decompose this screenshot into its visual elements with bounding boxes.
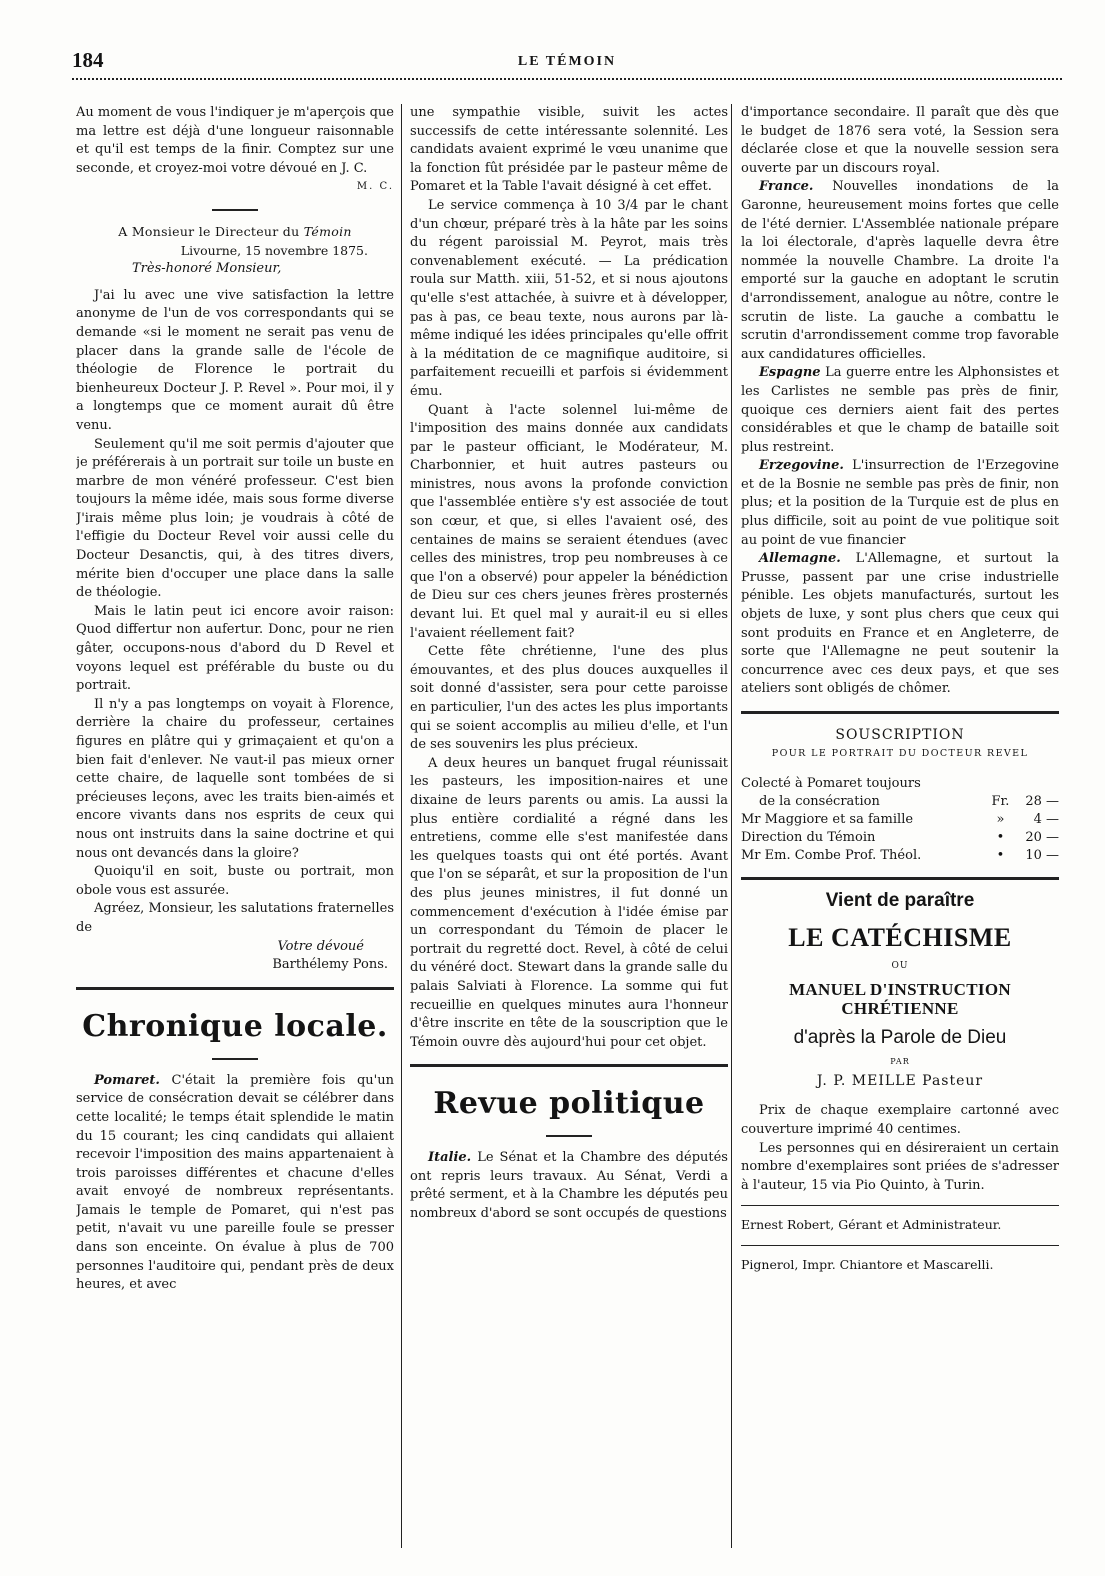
ad-or: OU — [891, 960, 909, 971]
letter-signer: Barthélemy Pons. — [272, 957, 388, 973]
subscription-mark: Fr. — [991, 794, 1010, 810]
paragraph: Quoiqu'il en soit, buste ou portrait, mon obole vous est assurée. — [76, 864, 394, 898]
subscription-mark: • — [996, 848, 1005, 864]
subscription-row — [741, 847, 1059, 865]
paragraph: Cette fête chrétienne, l'une des plus émouvantes, et des plus douces auxquelles il soit donné d'assister, sera pour cette paroisse en particulier, l'un des actes les plus importants qui se soient accomplis au milieu d'elle, et l'un de ses souvenirs les plus précieux. — [410, 644, 728, 753]
paragraph: Mais le latin peut ici encore avoir raison: Quod differtur non aufertur. Donc, pour ne rien gâter, occupons-nous d'abord du D Revel et voyons lequel est préférable du buste ou du portrait. — [76, 603, 394, 694]
section-rule — [741, 877, 1059, 880]
paragraph: Seulement qu'il me soit permis d'ajouter que je préférerais à un portrait sur toile un buste en marbre de mon vénéré professeur. C'est bien toujours la même idée, mais sous forme diverse J'irais même plus loin; je voudrais à côté de l'effigie du Docteur Revel voir aussi celle du Docteur Desanctis, qui, à des titres divers, mérite bien d'occuper une place dans la salle de théologie. — [76, 436, 394, 601]
news-item-pomaret: Pomaret. C'était la première fois qu'un service de consécration devait se célébrer dans cette localité; le temps était splendide le matin du 15 courant; les cinq candidats qui allaient recevoir l'imposition des mains appartenaient à trois paroisses différentes et chacune d'elles avait envoyé de nombreux représentants. Jamais le temple de Pomaret, qui n'est pas petit, n'avait vu une pareille foule se presser dans son enceinte. On évalue à plus de 700 personnes l'auditoire qui, pendant près de deux heures, et avec — [76, 1072, 394, 1293]
letter-signature: M. C. — [356, 181, 394, 193]
subscription-amount: 4 — — [1033, 812, 1059, 828]
column-2 — [410, 104, 728, 1544]
paragraph: d'importance secondaire. Il paraît que dès que le budget de 1876 sera voté, la Session sera déclarée close et que la nouvelle session sera ouverte par un discours royal. — [741, 105, 1059, 176]
ad-book-title: LE CATÉCHISME — [788, 922, 1012, 952]
letter-closing: Votre dévoué — [277, 938, 364, 954]
subscription-row — [741, 793, 1059, 811]
paragraph: Le service commença à 10 3/4 par le chant d'un chœur, préparé très à la hâte par les soins du régent paroissial M. Peyrot, mais très convenablement exécuté. — La prédication roula sur Matth. xiii, 51-52, et si nous ajoutons qu'elle s'est attachée, à suivre et à développer, pas à pas, ce beau texte, nous aurons par là-même indiqué les idées principales qu'elle offrit à la méditation de ce magnifique auditoire, si parfaitement recueilli et parfois si évidemment ému. — [410, 197, 728, 399]
paragraph: J'ai lu avec une vive satisfaction la lettre anonyme de l'un de vos correspondants qui se demande «si le moment ne serait pas venu de placer dans la grande salle de l'école de théologie de Florence le portrait du bienheureux Docteur J. P. Revel ». Pour moi, il y a longtemps que ce moment aurait dû être venu. — [76, 287, 394, 433]
footer-rule — [741, 1205, 1059, 1206]
section-rule — [76, 987, 394, 990]
news-item-espagne: Espagne La guerre entre les Alphonsistes et les Carlistes ne semble pas près de finir, quoique ces derniers aient fait des pertes considérables et que le champ de bataille soit plus restreint. — [741, 365, 1059, 455]
ad-announcement: Vient de paraître — [825, 890, 975, 912]
header-rule — [72, 78, 1062, 80]
column-divider-1 — [401, 104, 402, 1548]
footer-rule — [741, 1245, 1059, 1246]
column-1 — [76, 104, 394, 1544]
subscription-row — [741, 775, 1059, 793]
letter-salutation: Très-honoré Monsieur, — [132, 261, 282, 277]
page-number: 184 — [72, 48, 104, 72]
news-item-france: France. Nouvelles inondations de la Garonne, heureusement moins fortes que celle de l'été dernier. L'Assemblée nationale prépare la loi électorale, d'après laquelle devra être nommée la nouvelle Chambre. La droite l'a emporté sur la gauche en adoptant le scrutin d'arrondissement, analogue au nôtre, contre le scrutin de liste. La gauche a combattu le scrutin d'arrondissement comme trop favorable aux candidatures officielles. — [741, 179, 1059, 362]
section-rule — [410, 1064, 728, 1067]
subscription-mark: • — [996, 830, 1005, 846]
ad-price: Prix de chaque exemplaire cartonné avec couverture imprimé 40 centimes. — [741, 1103, 1059, 1137]
section-rule — [741, 711, 1059, 714]
subscription-mark: » — [996, 812, 1005, 828]
section-title-revue: Revue politique — [433, 1086, 705, 1122]
subscription-amount: 10 — — [1025, 848, 1059, 864]
news-item-erzegovine: Erzegovine. L'insurrection de l'Erzegovine et de la Bosnie ne semble pas près de finir, non plus; et la position de la Turquie est de plus en plus difficile, soit au point de vue politique soit au point de vue financier — [741, 458, 1059, 548]
subscription-label: Colecté à Pomaret toujours — [741, 776, 921, 792]
paragraph: Quant à l'acte solennel lui-même de l'imposition des mains donnée aux candidats par le pasteur officiant, le Modérateur, M. Charbonnier, et huit autres pasteurs ou ministres, nous avons la profonde conviction que l'assemblée entière s'y est associée de tout son cœur, et que, si elles l'avaient osé, des centaines de mains se seraient étendues (avec celles des ministres, trop peu nombreuses à ce que l'on a observé) pour appeler la bénédiction de Dieu sur ces chers jeunes frères prosternés devant lui. Et quel mal y aurait-il eu si elles l'avaient réellement fait? — [410, 402, 728, 641]
ad-book-subtitle: MANUEL D'INSTRUCTION CHRÉTIENNE — [789, 980, 1011, 1018]
news-item-allemagne: Allemagne. L'Allemagne, et surtout la Prusse, passent par une crise industrielle pénible. Les objets manufacturés, surtout les objets de luxe, y sont plus chers que ceux qui sont produits en France et en Angleterre, de sorte que l'Allemagne ne peut soutenir la concurrence avec ces deux pays, et que ses ateliers sont obligés de chômer. — [741, 551, 1059, 697]
letter-address: A Monsieur le Directeur du Témoin — [118, 223, 352, 239]
subscription-row — [741, 829, 1059, 847]
gerant-line: Ernest Robert, Gérant et Administrateur. — [741, 1217, 1002, 1233]
masthead: LE TÉMOIN — [517, 54, 617, 69]
subscription-mark — [988, 775, 1013, 793]
letter-dateline: Livourne, 15 novembre 1875. — [180, 242, 368, 258]
ad-author: J. P. MEILLE Pasteur — [816, 1072, 984, 1089]
printer-line: Pignerol, Impr. Chiantore et Mascarelli. — [741, 1256, 994, 1272]
subscription-table — [741, 775, 1059, 865]
paragraph: A deux heures un banquet frugal réunissait les pasteurs, les imposition-naires et une dixaine de leurs parents ou amis. La aussi la plus entière cordialité a régné dans les entretiens, comme elle s'est manifestée dans les quelques toasts qui ont été portés. Avant que l'on se séparât, et sur la proposition de l'un des plus jeunes ministres, il fut donné un commencement d'exécution à l'idée émise par un correspondant du Témoin de placer le portrait du regretté doct. Revel, à côté de celui du vénéré doct. Stewart dans la grande salle du palais Salviati à Florence. La somme qui fut recueillie en quelques minutes aura l'honneur d'être inscrite en tête de la souscription que le Témoin ouvre dès aujourd'hui pour cet objet. — [410, 755, 728, 1050]
separator — [212, 1058, 258, 1060]
news-item-italie: Italie. Le Sénat et la Chambre des députés ont repris leurs travaux. Au Sénat, Verdi a prêté serment, et à la Chambre les députés peu nombreux d'abord se sont occupés de questions — [410, 1150, 728, 1222]
ad-order-info: Les personnes qui en désireraient un certain nombre d'exemplaires sont priées de s'adresser à l'auteur, 15 via Pio Quinto, à Turin. — [741, 1140, 1059, 1193]
subscription-subtitle: POUR LE PORTRAIT DU DOCTEUR REVEL — [771, 747, 1029, 759]
subscription-label: Mr Maggiore et sa famille — [741, 812, 914, 828]
ad-book-tagline: d'après la Parole de Dieu — [793, 1026, 1007, 1048]
subscription-label: Mr Em. Combe Prof. Théol. — [741, 848, 922, 864]
subscription-row — [741, 811, 1059, 829]
ad-by: PAR — [890, 1057, 910, 1067]
letter-ending: Au moment de vous l'indiquer je m'aperçois que ma lettre est déjà d'une longueur raisonnable et qu'il est temps de la finir. Comptez sur une seconde, et croyez-moi votre dévoué en J. C. — [76, 105, 394, 176]
subscription-title: SOUSCRIPTION — [835, 727, 965, 743]
paragraph: Agréez, Monsieur, les salutations fraternelles de — [76, 901, 394, 935]
column-3 — [741, 104, 1059, 1544]
separator — [546, 1135, 592, 1137]
subscription-label: Direction du Témoin — [741, 830, 876, 846]
subscription-label: de la consécration — [759, 794, 880, 810]
paragraph: une sympathie visible, suivit les actes successifs de cette intéressante solennité. Les candidats avaient exprimé le vœu unanime que la fonction fût présidée par le pasteur même de Pomaret et la Table l'avait désigné à cet effet. — [410, 105, 728, 195]
subscription-amount — [1013, 775, 1059, 793]
subscription-amount: 20 — — [1025, 830, 1059, 846]
column-divider-2 — [731, 104, 732, 1548]
section-title-chronique: Chronique locale. — [82, 1008, 388, 1044]
separator — [212, 209, 258, 211]
page-header — [72, 44, 1062, 80]
subscription-amount: 28 — — [1025, 794, 1059, 810]
paragraph: Il n'y a pas longtemps on voyait à Florence, derrière la chaire du professeur, certaines figures en plâtre qui y grimaçaient et qu'on a bien fait d'enlever. Ne vaut-il pas mieux orner cette chaire, de laquelle sont tombées de si précieuses leçons, avec les traits bien-aimés et encore vivants dans nos esprits de ceux qui nous ont instruits dans la saine doctrine et qui nous ont devancés dans la gloire? — [76, 696, 394, 861]
